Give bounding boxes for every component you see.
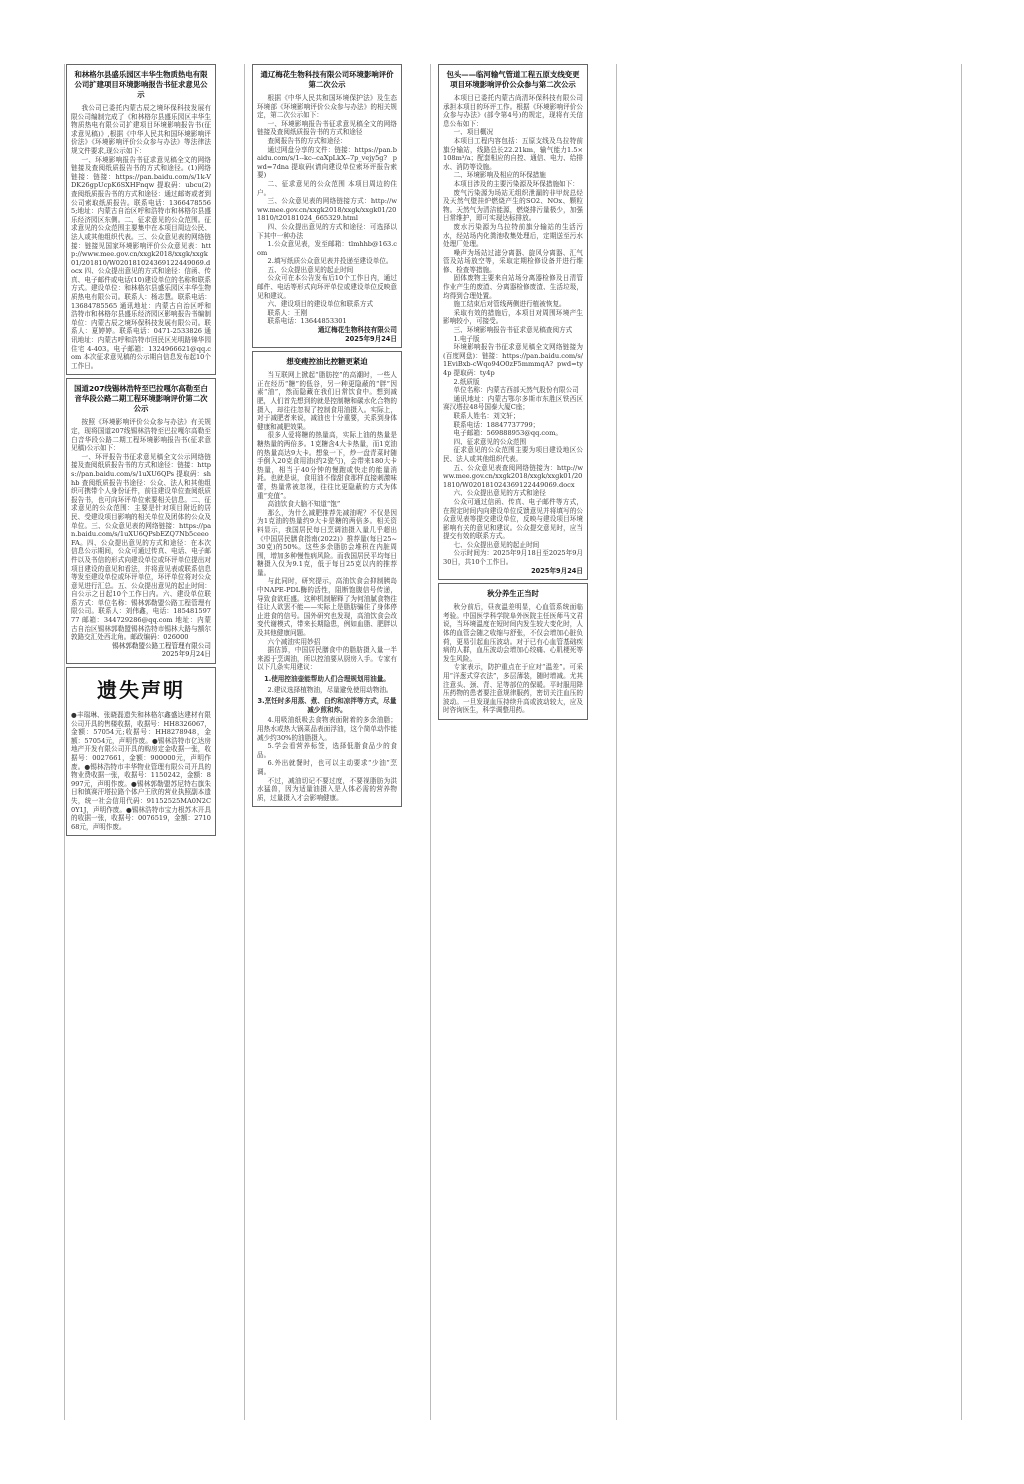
notice-article	[66, 64, 216, 375]
article-paragraph: 联系人姓名：刘文轩；	[453, 411, 520, 420]
article-paragraph: 施工结束后对管线两侧进行植被恢复。	[453, 300, 566, 309]
article-paragraph: 我公司已委托内蒙古辰之境环保科技发展有限公司编制完成了《和林格尔县盛乐园区丰华生物质热电有限公司扩建项目环境影响报告书(征求意见稿)》,根据《中华人民共和国环境影响评价法》《环境影响评价公众参与办法》等法律法规文件要求,现公示如下：	[71, 104, 211, 155]
article-paragraph: 那么，为什么减肥推荐先减油呢？不仅是因为1克油的热量约9大卡是糖的两倍多。相关资料显示，我国居民每日烹调油摄入量几乎超出《中国居民膳食指南(2022)》推荐量(每日25~30克)的50%。这些多余脂肪会堆积在内脏周围，增加多种慢性病风险。而我国居民平均每日糖摄入仅为9.1克，低于每日25克以内的推荐量。	[257, 508, 397, 577]
article-paragraph: 秋分前后，昼夜温差明显，心血管系统面临考验。中国医学科学院阜外医院主任医师马文君说，当环境温度在短时间内发生较大变化时，人体的血管会随之收缩与舒张，不仅会增加心脏负荷，更易引起血压波动。对于已有心血管基础疾病的人群，血压波动会增加心绞痛、心肌梗死等发生风险。	[443, 603, 583, 663]
article-paragraph: 很多人爱将糖的热量高，实际上油的热量是糖热量的两倍多。1克糖含4大卡热量，而1克油的热量高达9大卡。想象一下，炒一盘青菜时随手倒入20克食用油(约2瓷勺)，会带来180大卡热量，相当于40分钟的慢跑或快走的能量消耗。也就是说，食用油不像甜食那样直接刺激味蕾，热量常被忽视，往往比更隐蔽的方式为体重“充值”。	[257, 431, 397, 500]
column-3	[438, 64, 588, 723]
notice-article	[252, 64, 402, 348]
article-paragraph: 公众可在本公告发布后10个工作日内，通过邮件、电话等形式向环评单位或建设单位反映意见和建议。	[257, 274, 397, 300]
article-title: 想变瘦控油比控糖更紧迫	[286, 357, 368, 367]
article-paragraph: 4.用吸油纸吸去食物表面附着的多余油脂；用热水或热大锅菜品表面浮油，这个简单动作能减少约30%的油脂摄入。	[257, 716, 397, 742]
article-paragraph: 环境影响报告书征求意见稿全文网络链接为(百度网盘)：链接：https://pan.baidu.com/s/1EviBxb-cWqo94O0zF5mmmqA? pwd=ty4p 提取码：ty4p	[443, 343, 583, 377]
article-paragraph: 一、环境影响报告书征求意见稿全文的网络链接及查阅纸质报告书的方式和途径	[257, 119, 397, 137]
signature-line: 2025年9月24日	[345, 334, 397, 343]
notice-article	[252, 351, 402, 807]
article-paragraph: 六个减油实用妙招	[267, 637, 321, 646]
column-rule	[430, 64, 431, 1420]
article-paragraph: 本项目涉及的主要污染源及环保措施如下：	[453, 179, 579, 188]
notice-article	[438, 64, 588, 580]
article-paragraph: 三、环境影响报告书征求意见稿查阅方式	[453, 326, 573, 335]
article-paragraph: 五、公众提出意见的起止时间	[267, 265, 354, 274]
column-rule	[616, 64, 617, 1420]
article-body	[257, 371, 397, 802]
article-paragraph: 联系电话：18847737799；	[453, 420, 540, 429]
article-paragraph: ●丰瑞琳、张晓磊遗失和林格尔鑫盛达建材有限公司开具的售楼收据，收据号：HH8326067，金额：57054元;收据号：HH8278948，金额：57054元，声明作废。●锡林浩特市亿达房地产开发有限公司开具的购房定金收据一张，收据号：0027661，金额：900000元，声明作废。●锡林浩特市丰华物业管理有限公司开具的物业费收据一张，收据号：1150242，金额：8997元，声明作废。●锡林郭勒盟苏尼特右旗朱日和镇赛汗塔拉路个体户王欣的营业执照副本遗失，统一社会信用代码：91152525MA0N2C0Y1J，声明作废。●锡林浩特市宝力根苏木开具的收据一张，收据号：0076519，金额：271068元，声明作废。	[71, 711, 211, 831]
article-body	[71, 418, 211, 641]
article-paragraph: 四、公众提出意见的方式和途径：可选择以下其中一种办法	[257, 222, 397, 240]
article-title: 国道207线锡林浩特至巴拉嘎尔高勒至白音华段公路二期工程环境影响评价第二次公示	[74, 384, 208, 414]
column-2	[252, 64, 402, 810]
article-paragraph: 固体废物主要来自站场分离器检修及日清管作业产生的废渣、分离器检修废渣、生活垃圾，均得到合理处置。	[443, 274, 583, 300]
signature-line: 2025年9月24日	[531, 566, 583, 575]
article-paragraph: 本项目已委托内蒙古尚清环保科技有限公司承担本项目的环评工作。根据《环境影响评价公众参与办法》(部令第4号)的规定，现将有关信息公布如下：	[443, 94, 583, 128]
article-paragraph: 联系人：王刚	[267, 308, 308, 317]
article-paragraph: 六、公众提出意见的方式和途径	[453, 489, 546, 498]
article-paragraph: 1.公众意见表，发至邮箱：tlmhhb@163.com	[257, 240, 397, 257]
article-paragraph: 据估算，中国居民膳食中的脂肪摄入量一半来源于烹调油，所以控油要从厨房入手。专家有以下几条实用建议：	[257, 646, 397, 672]
column-1	[66, 64, 216, 839]
article-paragraph: 废气污染源为场站无组织泄漏的非甲烷总烃及天然气壁挂炉燃烧产生的SO2、NOx、颗粒物。天然气为清洁能源，燃烧排污量极少，加强日常维护，即可实现达标排放。	[443, 188, 583, 223]
article-signature	[443, 567, 583, 576]
article-paragraph: 公众可通过信函、传真、电子邮件等方式，在规定时间内向建设单位反馈意见并将填写的公众意见表等提交建设单位，反映与建设项目环境影响有关的意见和建议。公众提交意见时，应当提交有效的联系方式。	[443, 497, 583, 541]
article-body	[71, 711, 211, 831]
article-paragraph: 1.电子版	[453, 334, 480, 343]
article-paragraph: 通讯地址：内蒙古鄂尔多斯市东胜区铁西区赛汉塔拉48号国泰大厦C座；	[443, 394, 583, 412]
article-subheading: 3.烹饪时多用蒸、煮、白灼和凉拌等方式，尽量减少煎和炸。	[257, 697, 397, 714]
article-paragraph: 采取有效的措施后，本项目对周围环境产生影响较小，可接受。	[443, 308, 583, 326]
article-paragraph: 2.填写纸质公众意见表并投递至建设单位。	[267, 257, 393, 266]
article-paragraph: 电子邮箱：569888953@qq.com。	[453, 429, 562, 438]
article-title: 和林格尔县盛乐园区丰华生物质热电有限公司扩建项目环境影响报告书征求意见公示	[74, 70, 208, 99]
article-paragraph: 七、公众提出意见的起止时间	[453, 540, 540, 549]
article-body	[257, 94, 397, 326]
article-paragraph: 当互联网上掀起“脂肪控”的高潮时，一些人正在经历“糖”的低谷，另一种更隐蔽的“胖”因素“油”，然而隐藏在我们日常饮食中。想到减肥，人们首先想到的就是控制糖和碳水化合物的摄入，却往往忽视了控制食用油摄入。实际上，对于减肥者来说，减油也十分重要，关系到身体健康和减肥效果。	[257, 371, 397, 431]
article-paragraph: 2.建议选择植物油，尽量避免使用动物油。	[267, 685, 393, 694]
signature-line: 通辽梅花生物科技有限公司	[317, 326, 397, 335]
signature-line: 2025年9月24日	[161, 650, 211, 659]
article-title: 通辽梅花生物科技有限公司环境影响评价第二次公示	[260, 70, 394, 89]
article-body	[71, 104, 211, 370]
article-paragraph: 五、公众意见表查阅网络链接为：http://www.mee.gov.cn/xxgk2018/xxgk/xxgk01/201810/W020181024369122449069.docx	[443, 463, 583, 489]
article-paragraph: 四、征求意见的公众范围	[453, 437, 527, 446]
article-body	[443, 603, 583, 715]
signature-line: 锡林郭勒盟公路工程管理有限公司	[112, 641, 211, 650]
article-paragraph: 专家表示，防护重点在于应对“温差”。可采用“洋葱式穿衣法”，多层薄装，随时增减。尤其注意头、颈、背、足等部位的保暖。平时服用降压药物的患者要注意规律服药，密切关注血压的波动。一旦发现血压持续升高或波动较大，应及时咨询医生，科学调整用药。	[443, 663, 583, 715]
article-paragraph: 5.学会看营养标签，选择低脂食品少的食品。	[257, 742, 397, 759]
article-paragraph: 单位名称：内蒙古西部天然气股份有限公司	[453, 386, 579, 395]
article-body	[443, 94, 583, 567]
article-signature	[257, 326, 397, 343]
article-paragraph: 根据《中华人民共和国环境保护法》及生态环境部《环境影响评价公众参与办法》的相关规定，第二次公示如下：	[257, 94, 397, 120]
article-subheading: 1.使用控油壶能帮助人们合理规划用油量。	[264, 675, 390, 683]
article-paragraph: 本项目工程内容包括：五原支线及乌拉特前旗分输站，线路总长22.21km，输气能力1.5×108m³/a；配套相应的自控、通信、电力、给排水、消防等设施。	[443, 136, 583, 171]
article-paragraph: 废水污染源为乌拉特前旗分输站的生活污水，经站场内化粪池收集处理后，定期送至污水处理厂处理。	[443, 222, 583, 249]
article-paragraph: 一、项目概况	[453, 128, 494, 137]
lost-notice-title: 遗失声明	[97, 678, 185, 703]
article-signature	[71, 642, 211, 659]
article-paragraph: 一、环评报告书征求意见稿全文公示网络链接及查阅纸质报告书的方式和途径：链接：https://pan.baidu.com/s/1uXU6QPs 提取码：shhb 查阅纸质报告书途径：公众、法人和其他组织可携带个人身份证件，前往建设单位查阅纸质报告书，也可向环评单位索要相关信息。二、征求意见的公众范围：主要是针对项目附近的居民、受建设项目影响的相关单位及团体的公众及单位。三、公众意见表的网络链接：https://pan.baidu.com/s/1uXU6QPsbEZQ7Nb5ceeoFA。四、公众提出意见的方式和途径：在本次信息公示期间，公众可通过传真、电话、电子邮件以及书信的形式向建设单位或环评单位提出对项目建设的意见和看法，并将意见表或联系信息等发至建设单位或环评单位，环评单位将对公众意见进行汇总。五、公众提出意见的起止时间：自公示之日起10个工作日内。六、建设单位联系方式：单位名称：锡林郭勒盟公路工程管理有限公司。联系人：刘伟鑫，电话：18548159777 邮箱：344729286@qq.com 地址：内蒙古自治区锡林郭勒盟锡林浩特市锡林大路与额尔敦路交汇处西北角。邮政编码：026000	[71, 452, 211, 642]
article-paragraph: 公示时间为：2025年9月18日至2025年9月30日，共10个工作日。	[443, 549, 584, 567]
article-paragraph: 不过，减油切记不要过度，不要视脂肪为洪水猛兽，因为适量油摄入是人体必需的营养物质，过量摄入才会影响健康。	[257, 776, 397, 802]
article-paragraph: 一、环境影响报告书征求意见稿全文的网络链接及查阅纸质报告书的方式和途径。(1)网络链接：链接：https://pan.baidu.com/s/1k-VDK26gpUcpK6SXHFnqw 提取码：ubcu(2)查阅纸质报告书的方式和途径：通过邮寄或者到公司索取纸质报告。联系电话：13664785565;地址：内蒙古自治区呼和浩特市和林格尔县盛乐经济园区东侧。二、征求意见的公众范围。征求意见的公众范围主要集中在本项目周边公民、法人或其他组织代表。三、公众意见表的网络链接：链接见国家环境影响评价公众意见表：http://www.mee.gov.cn/xxgk2018/xxgk/xxgk01/201810/W020181024369122449069.docx 四、公众提出意见的方式和途径：信函、传真、电子邮件或电话(10)建设单位的名称和联系方式。建设单位：和林格尔县盛乐园区丰华生物质热电有限公司。联系人：杨志慧。联系电话：13684785565 通讯地址：内蒙古自治区呼和浩特市和林格尔县盛乐经济园区影响报告书编制单位：内蒙古辰之境环保科技发展有限公司。联系人：夏婷婷。联系电话：0471-2533826 通讯地址：内蒙古呼和浩特市回民区光明路锦华园住宅 4-403。电子邮箱：1324966621@qq.com 本次征求意见稿的公示期自信息发布起10个工作日。	[71, 155, 211, 370]
article-paragraph: 与此同时，研究提示，高油饮食会抑制胰岛中NAPE-PDL酶的活性，阻断饱腹信号传递，导致食欲旺盛。这种机制解释了为何油腻食物往往让人欲罢不能——实际上是脂肪骗住了身体停止进食的信号。国外研究也发现，高油饮食会改变代谢模式，带来长期隐患，例如血脂、肥胖以及其他健康问题。	[257, 577, 397, 638]
article-paragraph: 二、环境影响及相应的环保措施	[453, 171, 546, 180]
article-paragraph: 2.纸质版	[453, 377, 480, 386]
article-paragraph: 联系电话：13644853301	[267, 317, 347, 326]
notice-article	[438, 583, 588, 720]
article-title: 秋分养生正当时	[487, 589, 539, 599]
article-paragraph: 六、建设项目的建设单位和联系方式	[267, 300, 374, 309]
notice-article	[66, 378, 216, 664]
column-rule	[244, 64, 245, 1420]
article-paragraph: 按照《环境影响评价公众参与办法》有关规定，现将国道207线锡林浩特至巴拉嘎尔高勒至白音华段公路二期工程环境影响报告书(征求意见稿)公示如下：	[71, 418, 211, 453]
article-title: 包头——临河输气管道工程五原支线变更项目环境影响评价公众参与第二次公示	[446, 70, 580, 89]
article-paragraph: 高油饮食大脑不知道“饱”	[267, 500, 341, 509]
article-paragraph: 通过网盘分享的文件：链接：https://pan.baidu.com/s/1--kc--caXpLkX--7p_vejy5g? pwd=7dna 提取码(请向建设单位索环评报告索要)	[257, 145, 397, 180]
article-paragraph: 6.外出就餐时，也可以主动要求“少油”烹调。	[257, 759, 397, 776]
article-paragraph: 噪声为场站过滤分离器、旋风分离器、汇气管及站场放空等，采取定期检修设备并进行维修、检查等措施。	[443, 248, 583, 274]
article-paragraph: 三、公众意见表的网络链接方式：http://www.mee.gov.cn/xxgk2018/xxgk/xxgk01/201810/t20181024_665329.html	[257, 197, 397, 223]
lost-notice	[66, 667, 216, 836]
article-paragraph: 二、征求意见的公众范围 本项目周边的住户。	[257, 179, 397, 197]
article-paragraph: 征求意见的公众范围主要为项目建设地区公民、法人或其他组织代表。	[443, 446, 583, 463]
article-paragraph: 查阅报告书的方式和途径：	[267, 136, 347, 145]
